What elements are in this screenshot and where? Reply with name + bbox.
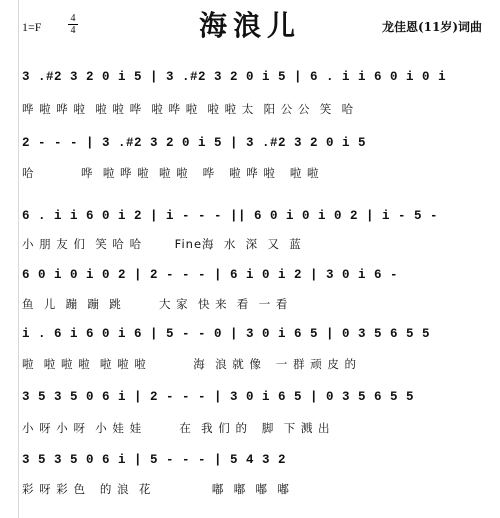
song-title: 海浪儿 bbox=[198, 9, 301, 42]
meter-top: 4 bbox=[70, 13, 76, 24]
lyric-line-3: 小 朋 友 们 笑 哈 哈 Fine海 水 深 又 蓝 bbox=[22, 237, 302, 251]
notation-line-1: 3 .#2 3 2 0 i 5 | 3 .#2 3 2 0 i 5 | 6 . i i 6 0 i 0 i bbox=[22, 70, 447, 84]
notation-line-6: 3 5 3 5 0 6 i | 2 - - - | 3 0 i 6 5 | 0 3 5 6 5 5 bbox=[22, 390, 415, 404]
lyric-line-2: 哈 哗 啦 哗 啦 啦 啦 哗 啦 哗 啦 啦 啦 bbox=[22, 166, 320, 180]
lyric-line-5: 啦 啦 啦 啦 啦 啦 啦 海 浪 就 像 一 群 顽 皮 的 bbox=[22, 357, 358, 371]
lyric-line-6: 小 呀 小 呀 小 娃 娃 在 我 们 的 脚 下 溅 出 bbox=[22, 421, 331, 435]
notation-line-4: 6 0 i 0 i 0 2 | 2 - - - | 6 i 0 i 2 | 3 0 i 6 - bbox=[22, 268, 399, 282]
lyric-line-7: 彩 呀 彩 色 的 浪 花 嘟 嘟 嘟 嘟 bbox=[22, 482, 290, 496]
notation-line-3: 6 . i i 6 0 i 2 | i - - - || 6 0 i 0 i 0 2 | i - 5 - bbox=[22, 209, 439, 223]
page-border bbox=[18, 0, 19, 518]
composer-credit: 龙佳恩(11岁)词曲 bbox=[381, 20, 482, 34]
notation-line-7: 3 5 3 5 0 6 i | 5 - - - | 5 4 3 2 bbox=[22, 453, 287, 467]
meter-bottom: 4 bbox=[70, 25, 76, 36]
lyric-line-1: 哗 啦 哗 啦 啦 啦 哗 啦 哗 啦 啦 啦 太 阳 公 公 笑 哈 bbox=[22, 102, 355, 116]
notation-line-5: i . 6 i 6 0 i 6 | 5 - - 0 | 3 0 i 6 5 | 0 3 5 6 5 5 bbox=[22, 327, 431, 341]
lyric-line-4: 鱼 儿 蹦 蹦 跳 大 家 快 来 看 一 看 bbox=[22, 297, 289, 311]
key-signature: 1=F bbox=[22, 20, 42, 34]
notation-line-2: 2 - - - | 3 .#2 3 2 0 i 5 | 3 .#2 3 2 0 i 5 bbox=[22, 136, 367, 150]
